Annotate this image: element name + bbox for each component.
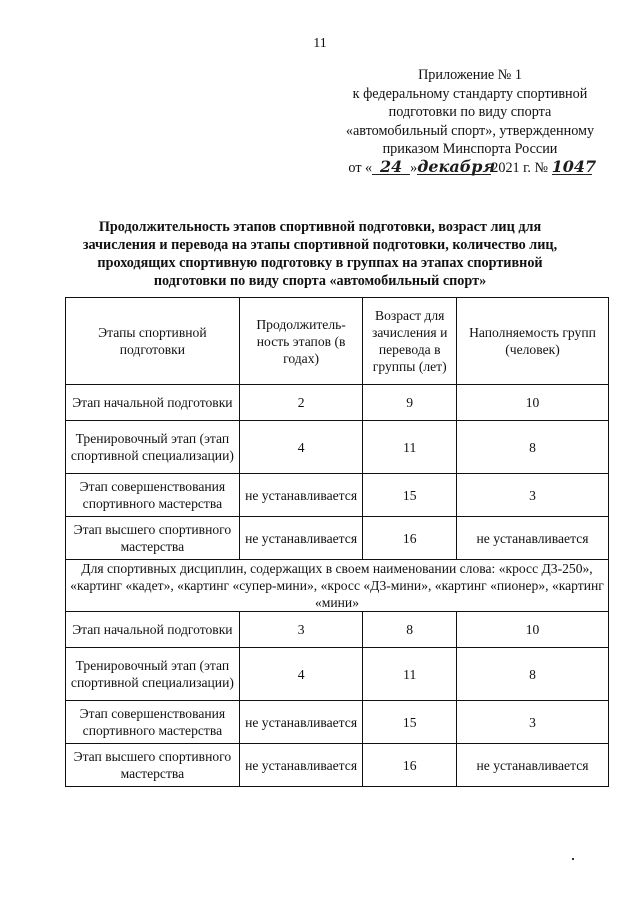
- table-row: [66, 517, 609, 560]
- cell-age: 16: [363, 517, 457, 560]
- cell-group-size: 3: [457, 701, 609, 744]
- cell-stage: Этап совершенствования спортивного мастерства: [66, 474, 240, 517]
- title-line: проходящих спортивную подготовку в группах на этапах спортивной: [97, 255, 543, 271]
- header-group-size: Наполняемость групп (человек): [457, 298, 609, 385]
- year-part: 2021 г. №: [491, 159, 549, 176]
- header-stage: Этапы спортивной подготовки: [66, 298, 240, 385]
- table-note-row: [66, 560, 609, 612]
- cell-group-size: не устанавливается: [457, 517, 609, 560]
- cell-group-size: 3: [457, 474, 609, 517]
- cell-group-size: 10: [457, 385, 609, 421]
- disciplines-note: Для спортивных дисциплин, содержащих в своем наименовании слова: «кросс Д3-250», «картинг «кадет», «картинг «супер-мини», «кросс «Д3-мини», «картинг «пионер», «картинг «мини»: [66, 560, 609, 612]
- table-row: [66, 701, 609, 744]
- table-header-row: [66, 298, 609, 385]
- appendix-line: к федеральному стандарту спортивной: [352, 85, 588, 102]
- date-prefix: от «: [348, 159, 373, 176]
- cell-stage: Тренировочный этап (этап спортивной специализации): [66, 648, 240, 701]
- stages-table: [65, 297, 609, 787]
- cell-age: 8: [363, 612, 457, 648]
- table-row: [66, 648, 609, 701]
- appendix-line: подготовки по виду спорта: [388, 104, 552, 120]
- cell-age: 11: [363, 648, 457, 701]
- table-row: [66, 385, 609, 421]
- cell-stage: Тренировочный этап (этап спортивной специализации): [66, 421, 240, 474]
- cell-stage: Этап начальной подготовки: [66, 385, 240, 421]
- handwritten-number: 1047: [551, 156, 597, 176]
- title-line: Продолжительность этапов спортивной подготовки, возраст лиц для: [98, 219, 542, 235]
- cell-age: 11: [363, 421, 457, 474]
- appendix-title: Приложение № 1: [418, 67, 522, 83]
- cell-group-size: не устанавливается: [457, 744, 609, 787]
- cell-stage: Этап высшего спортивного мастерства: [66, 744, 240, 787]
- cell-duration: не устанавливается: [239, 474, 363, 517]
- table-row: [66, 421, 609, 474]
- handwritten-day: 24: [372, 159, 410, 175]
- appendix-line: приказом Минспорта России: [382, 141, 558, 157]
- cell-stage: Этап совершенствования спортивного мастерства: [66, 701, 240, 744]
- header-duration: Продолжитель-ность этапов (в годах): [239, 298, 363, 385]
- date-mid: »: [410, 159, 418, 176]
- page-number: 11: [313, 36, 327, 51]
- cell-duration: 3: [239, 612, 363, 648]
- title-line: подготовки по виду спорта «автомобильный спорт»: [153, 273, 487, 289]
- appendix-line: «автомобильный спорт», утвержденному: [345, 122, 595, 139]
- cell-duration: не устанавливается: [239, 517, 363, 560]
- table-row: [66, 612, 609, 648]
- cell-duration: 4: [239, 421, 363, 474]
- cell-age: 9: [363, 385, 457, 421]
- title-line: зачисления и перевода на этапы спортивной подготовки, количество лиц,: [82, 237, 558, 253]
- cell-stage: Этап высшего спортивного мастерства: [66, 517, 240, 560]
- handwritten-month: декабря: [417, 156, 496, 176]
- cell-group-size: 8: [457, 421, 609, 474]
- cell-age: 15: [363, 474, 457, 517]
- cell-age: 15: [363, 701, 457, 744]
- scan-speck: [572, 858, 574, 860]
- cell-age: 16: [363, 744, 457, 787]
- cell-duration: не устанавливается: [239, 701, 363, 744]
- cell-duration: 4: [239, 648, 363, 701]
- cell-stage: Этап начальной подготовки: [66, 612, 240, 648]
- header-age: Возраст для зачисления и перевода в группы (лет): [363, 298, 457, 385]
- appendix-block: [330, 66, 610, 177]
- cell-group-size: 8: [457, 648, 609, 701]
- cell-duration: не устанавливается: [239, 744, 363, 787]
- document-title: [40, 218, 600, 290]
- table-row: [66, 744, 609, 787]
- cell-duration: 2: [239, 385, 363, 421]
- appendix-date-line: [330, 156, 610, 178]
- cell-group-size: 10: [457, 612, 609, 648]
- table-row: [66, 474, 609, 517]
